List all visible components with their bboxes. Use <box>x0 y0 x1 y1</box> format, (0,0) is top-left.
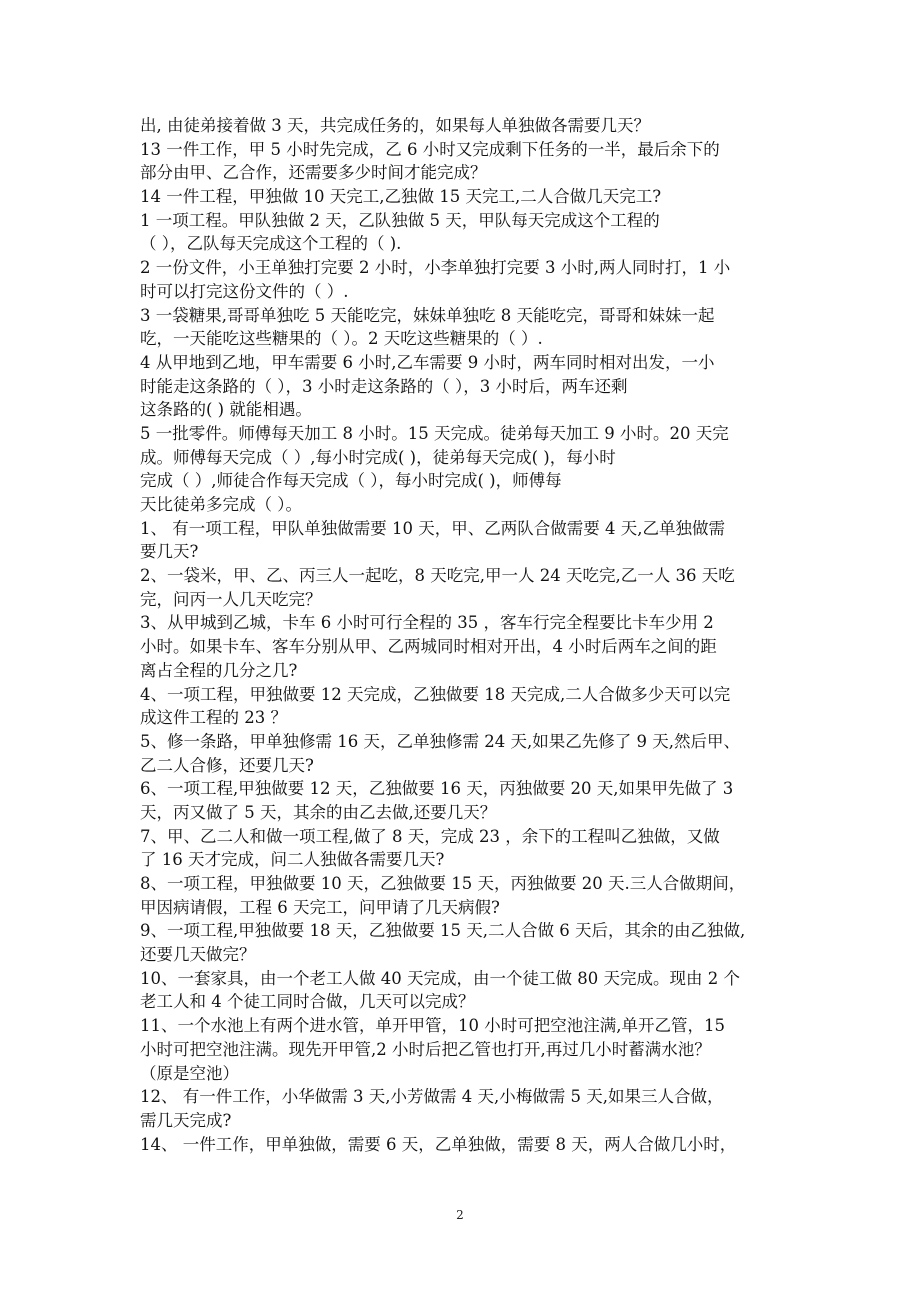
text-line: 11、一个水池上有两个进水管，单开甲管，10 小时可把空池注满,单开乙管，15 <box>140 1016 725 1036</box>
text-line: 1、 有一项工程，甲队单独做需要 10 天，甲、乙两队合做需要 4 天,乙单独做需 <box>140 518 725 538</box>
text-line: 小时。如果卡车、客车分别从甲、乙两城同时相对开出，4 小时后两车之间的距 <box>140 637 717 657</box>
text-line: 完成（ ）,师徒合作每天完成（ ），每小时完成( )，师傅每 <box>140 471 562 491</box>
text-line: 要几天? <box>140 542 199 562</box>
text-line: （原是空池） <box>140 1063 239 1083</box>
text-line: 小时可把空池注满。现先开甲管,2 小时后把乙管也打开,再过几小时蓄满水池？ <box>140 1039 711 1059</box>
text-line: 13 一件工作，甲 5 小时先完成，乙 6 小时又完成剩下任务的一半，最后余下的 <box>140 139 720 159</box>
text-line: 8、一项工程，甲独做要 10 天，乙独做要 15 天，丙独做要 20 天.三人合做期间， <box>140 874 746 893</box>
text-line: 老工人和 4 个徒工同时合做，几天可以完成？ <box>140 992 475 1012</box>
text-line: 9、一项工程,甲独做要 18 天，乙独做要 15 天,二人合做 6 天后，其余的由乙独做, <box>140 921 746 941</box>
text-line: 部分由甲、乙合作，还需要多少时间才能完成？ <box>140 163 487 183</box>
page-number: 2 <box>456 1208 464 1222</box>
text-line: 10、一套家具，由一个老工人做 40 天完成，由一个徒工做 80 天完成。现由 2 个 <box>140 968 740 988</box>
text-line: 还要几天做完？ <box>140 945 256 965</box>
text-line: 天，丙又做了 5 天，其余的由乙去做,还要几天？ <box>140 802 497 822</box>
text-line: 时能走这条路的（ ），3 小时走这条路的（ ），3 小时后，两车还剩 <box>140 376 628 396</box>
text-line: 14 一件工程，甲独做 10 天完工,乙独做 15 天完工,二人合做几天完工? <box>140 187 662 207</box>
text-line: 成。师傅每天完成（ ）,每小时完成( )，徒弟每天完成( )，每小时 <box>140 447 616 467</box>
text-line: 3 一袋糖果,哥哥单独吃 5 天能吃完，妹妹单独吃 8 天能吃完，哥哥和妹妹一起 <box>140 305 715 325</box>
text-line: 4、一项工程，甲独做要 12 天完成，乙独做要 18 天完成,二人合做多少天可以完 <box>140 684 731 704</box>
text-line: 吃，一天能吃这些糖果的（ ）。2 天吃这些糖果的（ ）. <box>140 329 543 349</box>
text-line: 了 16 天才完成，问二人独做各需要几天? <box>140 850 445 870</box>
text-line: （ ），乙队每天完成这个工程的（ ). <box>140 234 402 254</box>
document-body <box>140 114 790 1156</box>
text-line: 乙二人合修，还要几天? <box>140 755 314 775</box>
text-line: 需几天完成? <box>140 1110 232 1130</box>
text-line: 时可以打完这份文件的（ ）. <box>140 281 349 301</box>
text-line: 出, 由徒弟接着做 3 天，共完成任务的，如果每人单独做各需要几天？ <box>140 116 650 135</box>
text-line: 7、甲、乙二人和做一项工程,做了 8 天，完成 23 ，余下的工程叫乙独做，又做 <box>140 826 720 846</box>
text-line: 这条路的( ) 就能相遇。 <box>140 400 312 420</box>
text-line: 1 一项工程。甲队独做 2 天，乙队独做 5 天，甲队每天完成这个工程的 <box>140 210 660 230</box>
text-line: 成这件工程的 23 ？ <box>140 708 287 728</box>
text-line: 6、一项工程,甲独做要 12 天，乙独做要 16 天，丙独做要 20 天,如果甲先做了 3 <box>140 779 734 799</box>
text-line: 4 从甲地到乙地，甲车需要 6 小时,乙车需要 9 小时，两车同时相对出发，一小 <box>140 352 715 372</box>
text-line: 离占全程的几分之几? <box>140 660 298 680</box>
text-line: 2、一袋米，甲、乙、丙三人一起吃，8 天吃完,甲一人 24 天吃完,乙一人 36 天吃 <box>140 566 735 586</box>
text-line: 12、 有一件工作，小华做需 3 天,小芳做需 4 天,小梅做需 5 天,如果三人合做， <box>140 1087 724 1107</box>
text-line: 5、修一条路，甲单独修需 16 天，乙单独修需 24 天,如果乙先修了 9 天,然后甲、 <box>140 731 740 751</box>
text-line: 天比徒弟多完成（ ）。 <box>140 495 302 514</box>
text-line: 14、 一件工作，甲单独做，需要 6 天，乙单独做，需要 8 天，两人合做几小时， <box>140 1134 737 1154</box>
text-line: 2 一份文件，小王单独打完要 2 小时，小李单独打完要 3 小时,两人同时打，1 小 <box>140 258 731 278</box>
text-line: 5 一批零件。师傅每天加工 8 小时。15 天完成。徒弟每天加工 9 小时。20 天完 <box>140 423 729 443</box>
text-line: 3、从甲城到乙城，卡车 6 小时可行全程的 35 ，客车行完全程要比卡车少用 2 <box>140 613 714 633</box>
text-line: 完，问丙一人几天吃完？ <box>140 589 322 609</box>
text-line: 甲因病请假，工程 6 天完工，问甲请了几天病假? <box>140 897 500 917</box>
